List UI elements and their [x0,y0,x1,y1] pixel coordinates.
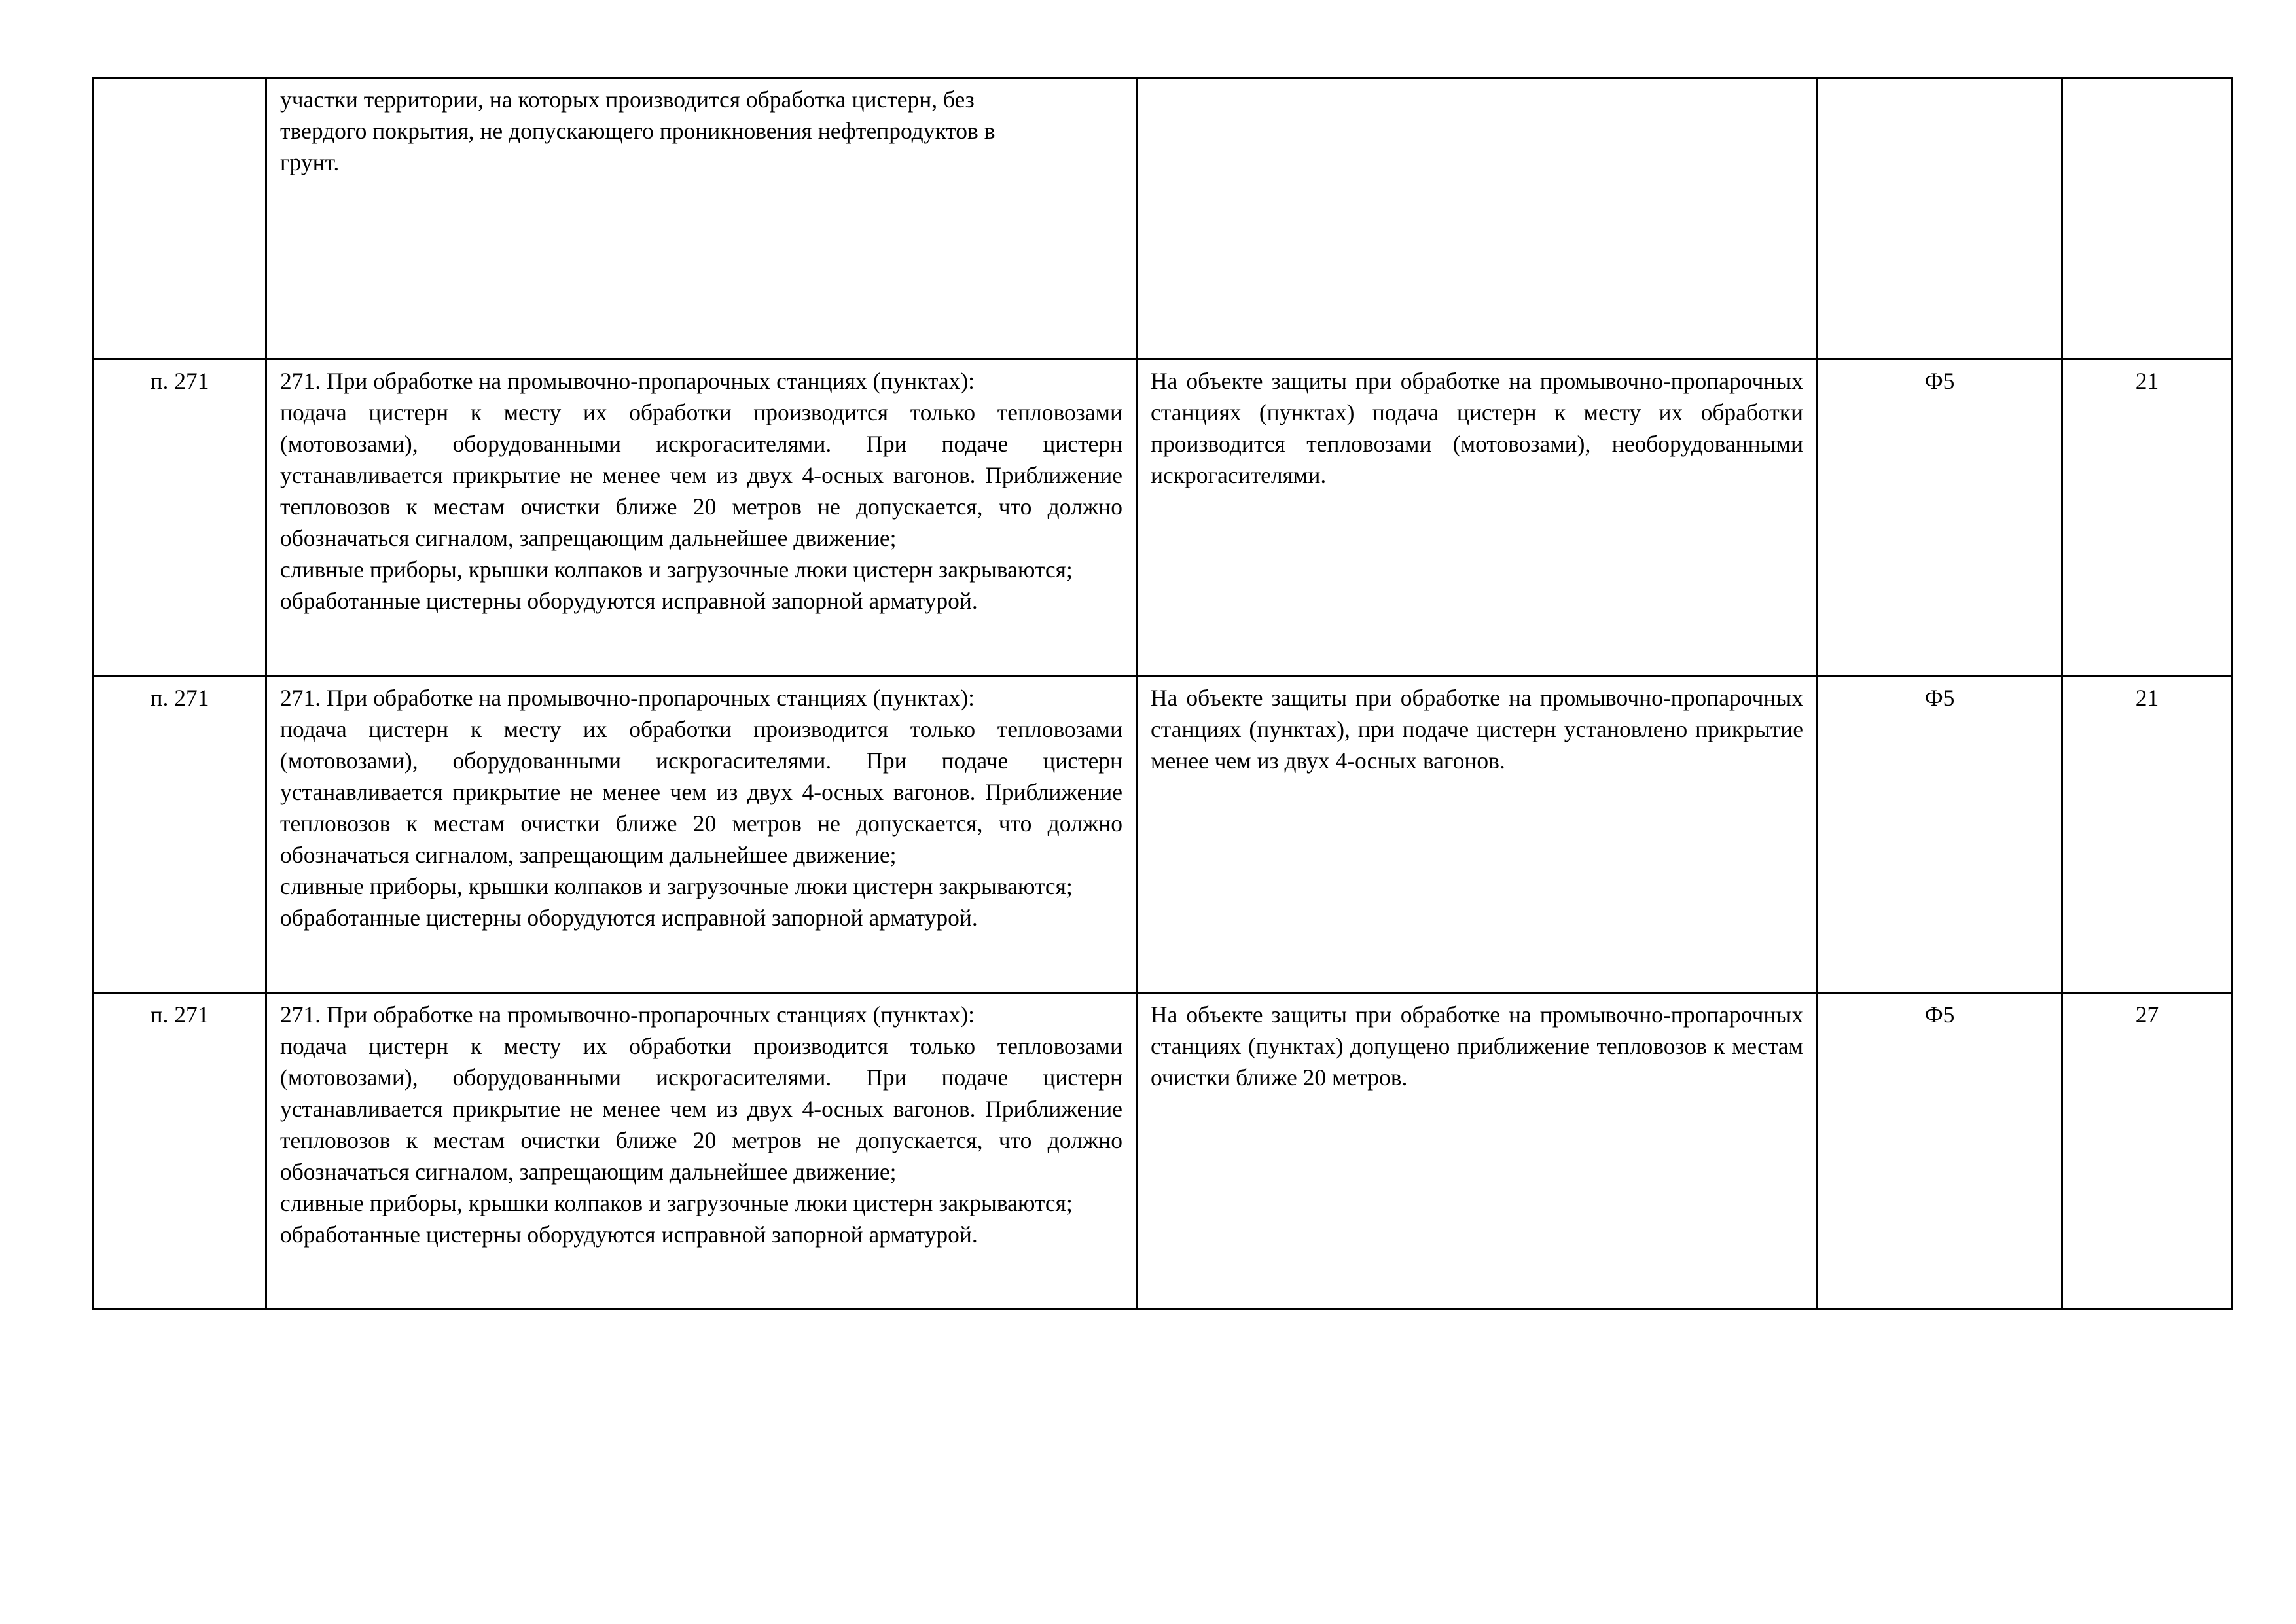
table-row [94,359,2233,676]
clause-number-cell: п. 271 [94,676,266,993]
requirement-paragraph: сливные приборы, крышки колпаков и загрузочные люки цистерн закрываются; [280,1190,1073,1216]
requirement-paragraph: подача цистерн к месту их обработки производится только тепловозами (мотовозами), оборудованными искрогасителями. При подаче цистерн устанавливается прикрытие не менее чем из двух 4-осных вагонов. Приближение тепловозов к местам очистки ближе 20 метров не допускается, что должно обозначаться сигналом, запрещающим дальнейшее движение; [280,716,1122,868]
clause-number-cell: п. 271 [94,993,266,1310]
requirement-paragraph: подача цистерн к месту их обработки производится только тепловозами (мотовозами), оборудованными искрогасителями. При подаче цистерн устанавливается прикрытие не менее чем из двух 4-осных вагонов. Приближение тепловозов к местам очистки ближе 20 метров не допускается, что должно обозначаться сигналом, запрещающим дальнейшее движение; [280,399,1122,551]
violation-cell [1137,78,1818,359]
quantity-cell: 21 [2062,676,2233,993]
violations-table [92,77,2233,1310]
violation-cell: На объекте защиты при обработке на промывочно-пропарочных станциях (пунктах) допущено приближение тепловозов к местам очистки ближе 20 метров. [1137,993,1818,1310]
quantity-cell: 27 [2062,993,2233,1310]
requirement-paragraph: обработанные цистерны оборудуются исправной запорной арматурой. [280,588,978,614]
requirement-cell [266,676,1137,993]
violation-cell: На объекте защиты при обработке на промывочно-пропарочных станциях (пунктах) подача цистерн к месту их обработки производится тепловозами (мотовозами), необорудованными искрогасителями. [1137,359,1818,676]
class-cell [1818,78,2062,359]
requirement-cell [266,993,1137,1310]
requirement-paragraph: подача цистерн к месту их обработки производится только тепловозами (мотовозами), оборудованными искрогасителями. При подаче цистерн устанавливается прикрытие не менее чем из двух 4-осных вагонов. Приближение тепловозов к местам очистки ближе 20 метров не допускается, что должно обозначаться сигналом, запрещающим дальнейшее движение; [280,1033,1122,1185]
requirement-paragraph: обработанные цистерны оборудуются исправной запорной арматурой. [280,1221,978,1248]
violation-cell: На объекте защиты при обработке на промывочно-пропарочных станциях (пунктах), при подаче цистерн установлено прикрытие менее чем из двух 4-осных вагонов. [1137,676,1818,993]
table-row [94,676,2233,993]
class-cell: Ф5 [1818,359,2062,676]
requirement-cell [266,78,1137,359]
requirement-paragraph: 271. При обработке на промывочно-пропарочных станциях (пунктах): [280,1001,975,1028]
class-cell: Ф5 [1818,993,2062,1310]
requirement-line: участки территории, на которых производится обработка цистерн, без [280,86,975,113]
requirement-paragraph: обработанные цистерны оборудуются исправной запорной арматурой. [280,905,978,931]
clause-number-cell [94,78,266,359]
class-cell: Ф5 [1818,676,2062,993]
clause-number-cell: п. 271 [94,359,266,676]
requirement-line: грунт. [280,149,340,175]
requirement-paragraph: 271. При обработке на промывочно-пропарочных станциях (пунктах): [280,685,975,711]
quantity-cell [2062,78,2233,359]
table-row [94,993,2233,1310]
table-row [94,78,2233,359]
quantity-cell: 21 [2062,359,2233,676]
requirement-cell [266,359,1137,676]
requirement-paragraph: сливные приборы, крышки колпаков и загрузочные люки цистерн закрываются; [280,556,1073,583]
requirement-paragraph: сливные приборы, крышки колпаков и загрузочные люки цистерн закрываются; [280,873,1073,899]
requirement-line: твердого покрытия, не допускающего проникновения нефтепродуктов в [280,118,996,144]
requirement-paragraph: 271. При обработке на промывочно-пропарочных станциях (пунктах): [280,368,975,394]
